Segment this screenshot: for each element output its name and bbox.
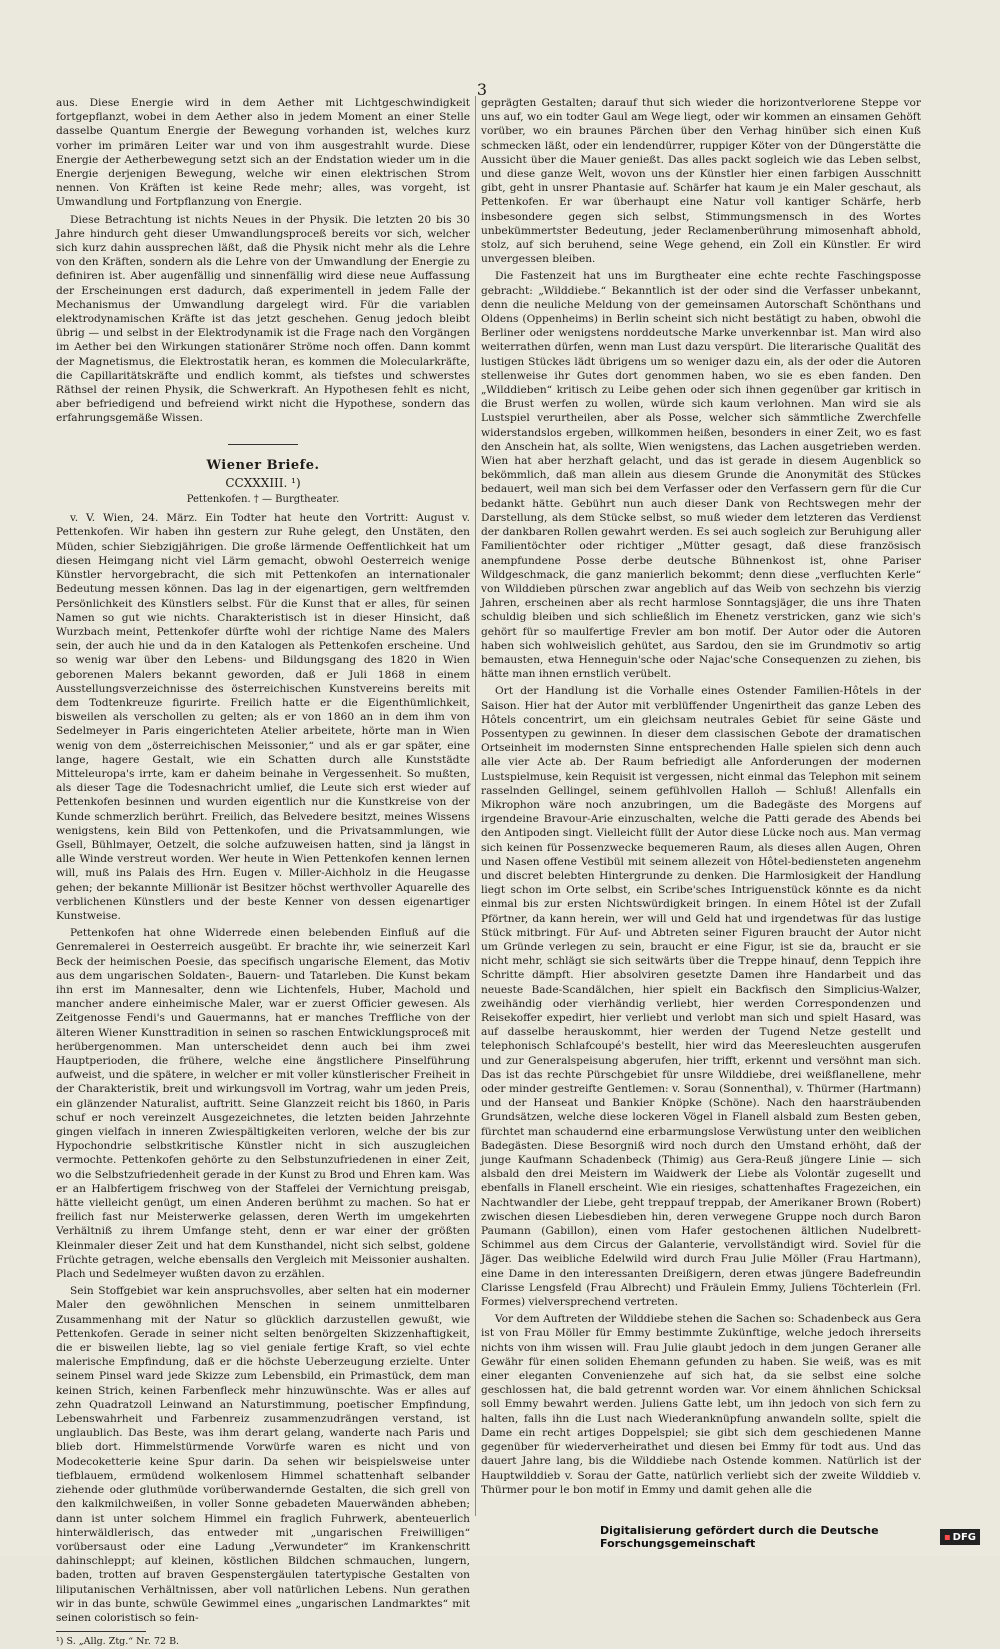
dfg-logo — [940, 1529, 980, 1545]
digitization-credit — [600, 1524, 980, 1550]
footnote-divider — [56, 1631, 146, 1632]
footnote: ¹) S. „Allg. Ztg.“ Nr. 72 B. — [56, 1636, 180, 1648]
paragraph: Ort der Handlung ist die Vorhalle eines Ostender Familien-Hôtels in der Saison. Hier hat der Autor mit verblüffender Ungenirtheit das ganze Leben des Hôtels concentrirt, um ein gleichsam neutrales Gebiet für seine Gäste und Possentypen zu gewinnen. In dieser dem classischen Gebote der dramatischen Ortseinheit im modernsten Sinne entsprechenden Halle spielen sich denn auch alle vier Acte ab. Der Raum befriedigt alle Anforderungen der modernen Lustspielmuse, kein Requisit ist vergessen, nicht einmal das Telephon mit seinem rasselnden Gellingel, seinem gefühlvollen Halloh — Schluß! Allenfalls ein Mikrophon wäre noch anzubringen, um die Badegäste des Morgens auf irgendeine Bravour-Arie einzuschalten, welche die Patti gerade des Abends bei den Antipoden singt. Vielleicht füllt der Autor diese Lücke noch aus. Man vermag sich keinen für Possenzwecke bequemeren Raum, als dieses allen Augen, Ohren und Nasen offene Vestibül mit seinem allezeit von Hôtel-bediensteten angenehm und discret belebten Hintergrunde zu denken. Die Harmlosigkeit der Handlung liegt schon im Orte selbst, ein Scribe'sches Intriguenstück könnte es da nicht einmal bis zur ersten Nichtswürdigkeit bringen. In einem Hôtel ist der Zufall Pförtner, da kann herein, wer will und Geld hat und irgendetwas für das lustige Stück mitbringt. Für Auf- und Abtreten seiner Figuren braucht der Autor nicht um Gründe verlegen zu sein, braucht er eine Figur, ist sie da, braucht er sie nicht mehr, schlägt sie sich seitwärts über die Treppe hinauf, denn Teppich ihre Schritte dämpft. Hier absolviren gesetzte Damen ihre Handarbeit und das neueste Bade-Scandälchen, hier spielt ein Backfisch den Simplicius-Walzer, zweihändig oder vierhändig verliebt, hier werden Correspondenzen und Reisekoffer expedirt, hier verliebt und verlobt man sich und spielt Hasard, was auf dasselbe herauskommt, hier werden der Tugend Netze gestellt und telephonisch Schlafcoupé's bestellt, hier wird das Meeresleuchten ausgerufen und zur Generalspeisung abgerufen, hier trifft, erkennt und versöhnt man sich. Das ist das rechte Pürschgebiet für unsre Wilddiebe, drei weißflanellene, mehr oder minder gestreifte Gentlemen: v. Sorau (Sonnenthal), v. Thürmer (Hartmann) und der Hanseat und Bankier Knöpke (Schöne). Nach den haarsträubenden Grundsätzen, welche diese lockeren Vögel in Flanell alsbald zum Besten geben, fürchtet man schaudernd eine erbarmungslose Verwüstung unter den weiblichen Badegästen. Diese Besorgniß wird noch durch den Umstand erhöht, daß der junge Kaufmann Schadenbeck (Thimig) aus Gera-Reuß jüngere Linie — sich alsbald den drei Meistern im Waidwerk der Liebe als Volontär zugesellt und ebenfalls in Flanell erscheint. Wie ein riesiges, schattenhaftes Fragezeichen, ein Nachtwandler der Liebe, geht treppauf treppab, der Amerikaner Brown (Robert) zwischen diesen Liebesdieben hin, deren verwegene Gruppe noch durch Baron Paumann (Gabillon), einen vom Hafer gestochenen ältlichen Nudelbrett-Schimmel aus dem Circus der Galanterie, vervollständigt wird. Soviel für die Jäger. Das weibliche Edelwild wird durch Frau Julie Möller (Frau Hartmann), eine Dame in den interessanten Dreißigern, deren etwas jüngere Badefreundin Clarisse Lengsfeld (Frau Albrecht) und Fräulein Emmy, Juliens Töchterlein (Frl. Formes) vielversprechend vertreten. — [481, 685, 921, 1309]
paragraph: Die Fastenzeit hat uns im Burgtheater eine echte rechte Faschingsposse gebracht: „Wilddiebe.“ Bekanntlich ist der oder sind die Verfasser unbekannt, denn die neuliche Meldung von der gemeinsamen Autorschaft Schönthans und Oldens (Oppenheims) in Berlin scheint sich nicht bestätigt zu haben, obwohl die Berliner oder wenigstens norddeutsche Marke unverkennbar ist. Man wird also weiterrathen dürfen, wenn man Lust dazu verspürt. Die literarische Qualität des lustigen Stückes lädt übrigens um so weniger dazu ein, als der oder die Autoren stellenweise ihr Gutes dort genommen haben, wo sie es eben fanden. Den „Wilddieben“ kritisch zu Leibe gehen oder sich ihnen gegenüber gar kritisch in die Brust werfen zu wollen, würde sich kaum verlohnen. Man wird sie als Lustspiel verurtheilen, aber als Posse, welcher sich sämmtliche Zwerchfelle widerstandslos ergeben, willkommen heißen, besonders in einer Zeit, wo es fast den Anschein hat, als sollte, Wien wenigstens, das Lachen ausgetrieben werden. Wien hat aber herzhaft gelacht, und das ist gerade in diesem Augenblick so bekömmlich, daß man allein aus diesem Grunde die Anonymität des Stückes bedauert, weil man sich bei dem Verfasser oder den Verfassern gern für die Cur bedankt hätte. Gebührt nun auch dieser Dank von Rechtswegen mehr der Darstellung, als dem Stücke selbst, so muß wieder dem letzteren das Verdienst der dankbaren Rollen gewahrt werden. Es sei auch sogleich zur Beruhigung aller Familientöchter oder richtiger „Mütter gesagt, daß diese französisch anempfundene Posse derbe deutsche Bühnenkost ist, ohne Pariser Wildgeschmack, die ganz manierlich bekommt; denn diese „verfluchten Kerle“ von Wilddieben pürschen zwar angeblich auf das Weib von sechzehn bis vierzig Jahren, erscheinen aber als recht harmlose Sonntagsjäger, die uns ihre Thaten schuldig bleiben und sich schließlich im Ehenetz verstricken, ganz wie sich's gehört für so maulfertige Frevler am bon motif. Der Autor oder die Autoren haben sich wohlweislich gehütet, aus Sardou, den sie im Grundmotiv so artig bemausten, etwa Henneguin'sche oder Najac'sche Consequenzen zu ziehen, bis hätte man ihnen ernstlich verübelt. — [481, 270, 921, 681]
paragraph: Vor dem Auftreten der Wilddiebe stehen die Sachen so: Schadenbeck aus Gera ist von Frau Möller für Emmy bestimmte Zukünftige, welche jedoch ihrerseits nichts von ihm wissen will. Frau Julie glaubt jedoch in dem jungen Geraner alle Gewähr für einen soliden Ehemann gefunden zu haben. Sie weiß, was es mit einer eleganten Convenienzehe auf sich hat, da sie selbst eine solche geschlossen hat, die bald getrennt worden war. Vor einem ähnlichen Schicksal soll Emmy bewahrt werden. Juliens Gatte lebt, um ihn jedoch von sich fern zu halten, falls ihn die Lust nach Wiederanknüpfung anwandeln sollte, spielt die Dame ein recht artiges Doppelspiel; sie gibt sich dem geschiedenen Manne gegenüber für wiederverheirathet und diesen bei Emmy für todt aus. Und das dauert Jahre lang, bis die Wilddiebe nach Ostende kommen. Natürlich ist der Hauptwilddieb v. Sorau der Gatte, natürlich verliebt sich der zweite Wilddieb v. Thürmer pour le bon motif in Emmy und damit gehen alle die — [481, 1313, 921, 1496]
section-number: CCXXXIII. ¹) — [225, 475, 301, 490]
right-column — [481, 96, 921, 1516]
column-divider — [475, 96, 476, 1516]
left-column — [56, 96, 470, 1648]
paragraph: geprägten Gestalten; darauf thut sich wieder die horizontverlorene Steppe vor uns auf, wo ein todter Gaul am Wege liegt, oder wir kommen an einsamen Gehöft vorüber, wo ein braunes Pärchen über den Verhag hinüber sich einen Kuß schmecken läßt, oder ein lendendürrer, ruppiger Köter von der Düngerstätte die Aussicht über die Mauer genießt. Das alles packt sogleich wie das Leben selbst, und diese ganze Welt, wovon uns der Künstler hier einen farbigen Ausschnitt gibt, geht in unsrer Phantasie auf. Schärfer hat kaum je ein Maler geschaut, als Pettenkofen. Er war überhaupt eine Natur voll kantiger Schärfe, herb insbesondere gegen sich selbst, Stimmungsmensch in des Wortes unbekümmertster Bedeutung, jeder Reclamenberührung mimosenhaft abhold, stolz, auf sich beruhend, seine Wege gehend, ein Zoll ein Künstler. Er wird unvergessen bleiben. — [481, 97, 921, 266]
paragraph: aus. Diese Energie wird in dem Aether mit Lichtgeschwindigkeit fortgepflanzt, wobei in dem Aether also in jedem Moment an einer Stelle dasselbe Quantum Energie der Bewegung vorhanden ist, welches kurz vorher im primären Leiter war und von ihm ausgestrahlt wurde. Diese Energie der Aetherbewegung setzt sich an der Endstation wieder um in die Energie derjenigen Bewegung, welche wir einen elektrischen Strom nennen. Von Kräften ist keine Rede mehr; alles, was vorgeht, ist Umwandlung und Fortpflanzung von Energie. — [56, 97, 470, 209]
dfg-mark-icon: ▪ — [943, 1531, 951, 1543]
paragraph: Sein Stoffgebiet war kein anspruchsvolles, aber selten hat ein moderner Maler den gewöhnlichen Menschen in seinem unmittelbaren Zusammenhang mit der Natur so glücklich darzustellen gewußt, wie Pettenkofen. Gerade in seiner nicht selten benörgelten Skizzenhaftigkeit, die er bisweilen liebte, lag so viel geniale fertige Kraft, so viel echte malerische Empfindung, daß er die höchste Ueberzeugung erzielte. Unter seinem Pinsel ward jede Skizze zum Lebensbild, ein Primastück, dem man keinen Strich, keinen Farbenfleck mehr hinzuwünschte. Was er alles auf zehn Quadratzoll Leinwand an Naturstimmung, poetischer Empfindung, Lebenswahrheit und Farbenreiz zusammenzudrängen verstand, ist unglaublich. Das Beste, was ihm derart gelang, wanderte nach Paris und blieb dort. Himmelstürmende Vorwürfe waren es nicht und von Modecoketterie keine Spur darin. Da sehen wir beispielsweise unter tiefblauem, ermüdend wolkenlosem Himmel schattenhaft selbander ziehende oder gluthmüde vorüberwandernde Gestalten, die sich grell von den kalkmilchweißen, in voller Sonne gebadeten Mauerwänden abheben; dann ist unter solchem Himmel ein fraglich Fuhrwerk, abenteuerlich hinterwäldlerisch, das entweder mit „ungarischen Freiwilligen“ vorübersaust oder eine Ladung „Verwundeter“ im Krankenschritt dahinschleppt; auf kleinen, köstlichen Bildchen schmauchen, lungern, baden, trotten auf braven Gespenstergäulen tatertypische Gestalten von liliputanischen Verhältnissen, aber voll natürlichen Lebens. Nun gerathen wir in das bunte, schwüle Gewimmel eines „ungarischen Landmarktes“ mit seinen coloristisch so fein- — [56, 1285, 470, 1624]
page-number: 3 — [476, 80, 488, 99]
section-subtitle: Pettenkofen. † — Burgtheater. — [186, 494, 340, 506]
paragraph: v. V. Wien, 24. März. Ein Todter hat heute den Vortritt: August v. Pettenkofen. Wir haben ihn gestern zur Ruhe gelegt, den Unstäten, den Müden, schier Siebzigjährigen. Die große lärmende Oeffentlichkeit hat um diesen Heimgang nicht viel Lärm gemacht, obwohl Oesterreich wenige Künstler hervorgebracht, die sich mit Pettenkofen an internationaler Bedeutung messen können. Das lag in der eigenartigen, gern weltfremden Persönlichkeit des Künstlers selbst. Für die Kunst that er alles, für seinen Namen so gut wie nichts. Charakteristisch ist in dieser Hinsicht, daß Wurzbach meint, Pettenkofer dürfte wohl der richtige Name des Malers sein, der auch hie und da in den Katalogen als Pettenkofen erscheine. Und so wenig war über den Lebens- und Bildungsgang des 1820 in Wien geborenen Malers bekannt geworden, daß er Juli 1868 in einem Ausstellungsverzeichnisse des österreichischen Kunstvereins bereits mit dem Todtenkreuze figurirte. Freilich hatte er die Eigenthümlichkeit, bisweilen als verschollen zu gelten; als er von 1860 an in dem ihm von Sedelmeyer in Paris eingerichteten Atelier arbeitete, hörte man in Wien wenig von dem „österreichischen Meissonier,“ und als er gar später, eine lange, hagere Gestalt, wie ein Schatten durch alle Kunststädte Mitteleuropa's irrte, kam er daheim beinahe in Vergessenheit. So mußten, als dieser Tage die Todesnachricht umlief, die Leute sich erst wieder auf Pettenkofen besinnen und wurden eigentlich nur die Kunstkreise von der Kunde schmerzlich berührt. Freilich, das Belvedere besitzt, meines Wissens wenigstens, kein Bild von Pettenkofen, und die Privatsammlungen, wie Gsell, Bühlmayer, Oetzelt, die solche aufzuweisen hatten, sind ja längst in alle Winde verstreut worden. Wer heute in Wien Pettenkofen kennen lernen will, muß ins Palais des Hrn. Eugen v. Miller-Aichholz in die Heugasse gehen; der bekannte Millionär ist Besitzer höchst werthvoller Aquarelle des verblichenen Künstlers und der beste Kenner von dessen eigenartiger Kunstweise. — [56, 512, 470, 922]
dfg-logo-text: DFG — [952, 1531, 976, 1543]
section-divider — [228, 444, 298, 445]
section-title: Wiener Briefe. — [206, 457, 320, 473]
paragraph: Diese Betrachtung ist nichts Neues in der Physik. Die letzten 20 bis 30 Jahre hindurch geht dieser Umwandlungsproceß bereits vor sich, welcher sich kurz dahin aussprechen läßt, daß die Physik nicht mehr als die Lehre von den Kräften, sondern als die Lehre von der Umwandlung der Energie zu definiren ist. Aber augenfällig und sinnenfällig wird diese neue Auffassung der Erscheinungen erst dadurch, daß experimentell in jedem Falle der Mechanismus der Umwandlung dargelegt wird. Für die variablen elektrodynamischen Kräfte ist das jetzt geschehen. Genug jedoch bleibt übrig — und selbst in der Elektrodynamik ist die Frage nach den Vorgängen im Aether bei den Wirkungen stationärer Ströme noch offen. Dann kommt der Magnetismus, die Elektrostatik heran, es kommen die Molecularkräfte, die Capillaritätskräfte und endlich kommt, als tiefstes und schwerstes Räthsel der reinen Physik, die Schwerkraft. An Hypothesen fehlt es nicht, aber befriedigend und befreiend wirkt nicht die Hypothese, sondern das erfahrungsgemäße Wissen. — [56, 213, 470, 425]
paragraph: Pettenkofen hat ohne Widerrede einen belebenden Einfluß auf die Genremalerei in Oesterreich ausgeübt. Er brachte ihr, wie seinerzeit Karl Beck der heimischen Poesie, das specifisch ungarische Element, das Motiv aus dem ungarischen Soldaten-, Bauern- und Tatarleben. Die Kunst bekam ihn erst im Mannesalter, denn wie Lichtenfels, Huber, Machold und mancher andere einheimische Maler, war er zuerst Officier gewesen. Als Zeitgenosse Fendi's und Gauermanns, hat er manches Treffliche von der älteren Wiener Kunsttradition in seinen so raschen Entwicklungsproceß mit herübergenommen. Man unterscheidet denn auch bei ihm zwei Hauptperioden, die frühere, welche eine ängstlichere Pinselführung aufweist, und die spätere, in welcher er mit voller künstlerischer Freiheit in der Charakteristik, breit und wirkungsvoll im Vortrag, wahr um jeden Preis, ein glänzender Naturalist, auftritt. Seine Glanzzeit reicht bis 1860, in Paris schuf er noch vereinzelt Ausgezeichnetes, die letzten beiden Jahrzehnte gingen vielfach in inneren Zwiespältigkeiten verloren, welche der bis zur Hypochondrie selbstkritische Künstler nicht in sich auszugleichen vermochte. Pettenkofen gehörte zu den Selbstunzufriedenen in einer Zeit, wo die Selbstzufriedenheit gerade in der Kunst zu Brod und Ehren kam. Was er an Halbfertigem frischweg von der Staffelei der Vernichtung preisgab, hätte vielleicht genügt, um einen Anderen berühmt zu machen. So hat er freilich fast nur Meisterwerke gelassen, deren Werth im umgekehrten Verhältniß zu ihrem Umfange steht, denn er war einer der größten Kleinmaler dieser Zeit und hat dem Kunsthandel, nicht sich selbst, goldene Früchte getragen, welche ebensalls den Vergleich mit Meissonier aushalten. Plach und Sedelmeyer wußten davon zu erzählen. — [56, 927, 470, 1281]
credit-text: Digitalisierung gefördert durch die Deutsche Forschungsgemeinschaft — [600, 1524, 879, 1550]
